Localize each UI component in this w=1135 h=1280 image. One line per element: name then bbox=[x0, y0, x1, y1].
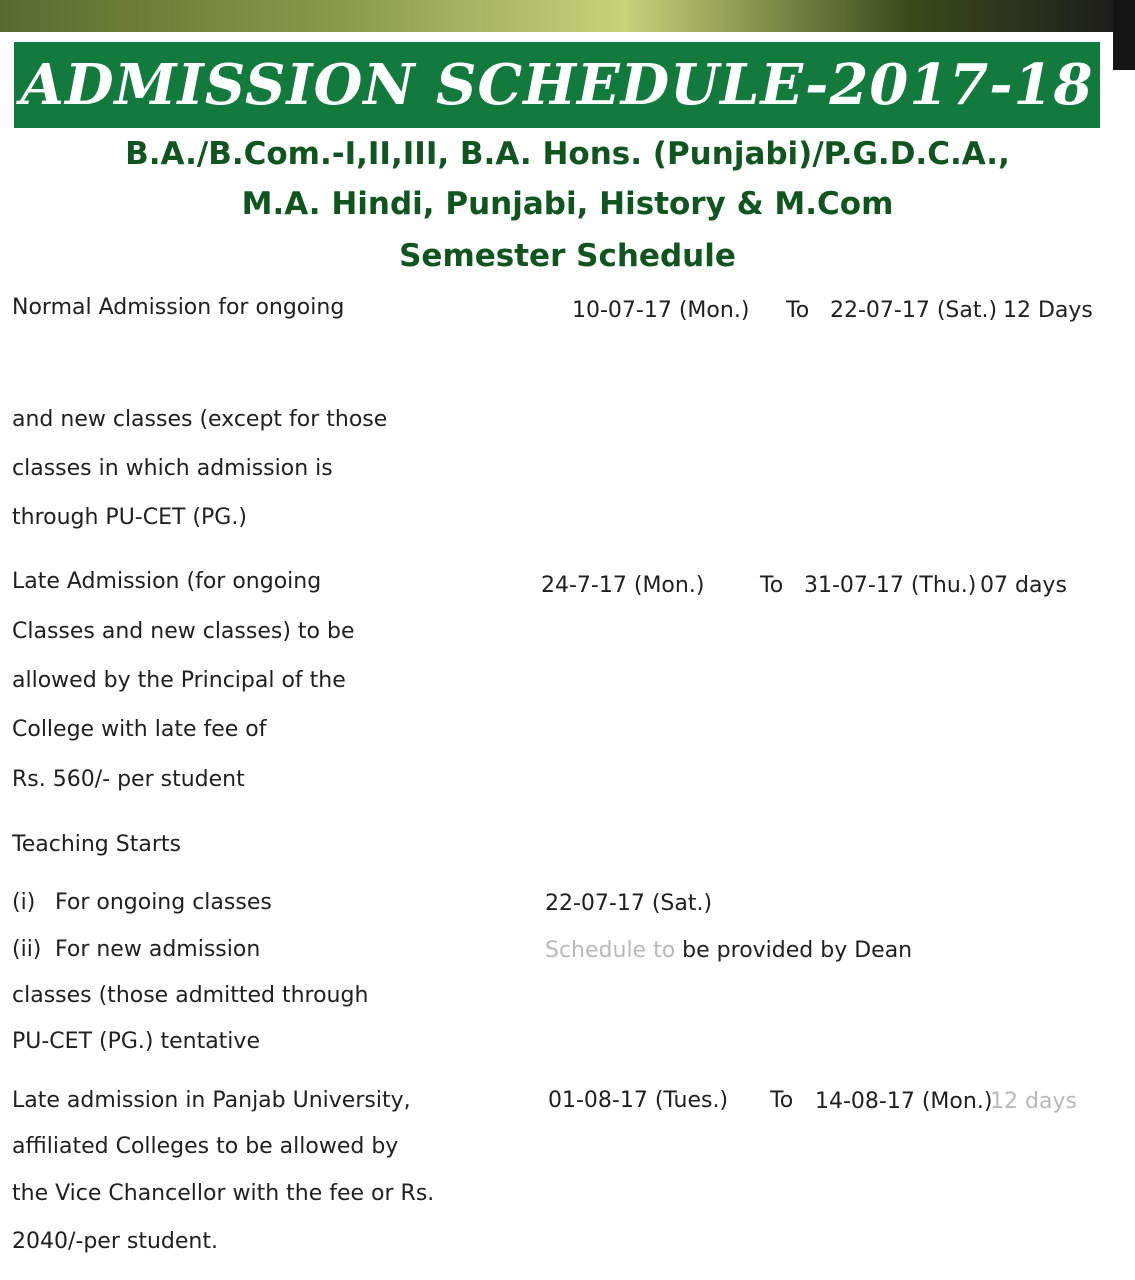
vc-admission-line-1: Late admission in Panjab University, bbox=[12, 1088, 411, 1113]
vc-admission-to-label: To bbox=[770, 1088, 794, 1113]
teaching-item-2-note-faded: Schedule to bbox=[545, 938, 676, 963]
page-title: ADMISSION SCHEDULE-2017-18 bbox=[20, 52, 1094, 118]
courses-line-1: B.A./B.Com.-I,II,III, B.A. Hons. (Punjabi)/P.G.D.C.A., bbox=[125, 136, 1010, 172]
late-admission-to-label: To bbox=[760, 573, 784, 598]
teaching-item-2-note bbox=[545, 937, 912, 965]
teaching-item-2-number: (ii) bbox=[12, 937, 42, 962]
top-background-strip bbox=[0, 0, 1135, 32]
teaching-item-1-label: For ongoing classes bbox=[55, 890, 272, 915]
late-admission-to: 31-07-17 (Thu.) bbox=[804, 573, 977, 598]
normal-admission-to: 22-07-17 (Sat.) bbox=[830, 298, 998, 323]
courses-line-2: M.A. Hindi, Punjabi, History & M.Com bbox=[241, 186, 894, 222]
normal-admission-line-3: classes in which admission is bbox=[12, 456, 333, 481]
dark-edge bbox=[1113, 0, 1135, 70]
late-admission-line-5: Rs. 560/- per student bbox=[12, 767, 245, 792]
schedule-subtitle: Semester Schedule bbox=[399, 238, 736, 274]
vc-admission-line-2: affiliated Colleges to be allowed by bbox=[12, 1134, 399, 1159]
teaching-starts-heading: Teaching Starts bbox=[12, 832, 181, 857]
late-admission-from: 24-7-17 (Mon.) bbox=[541, 573, 705, 598]
late-admission-line-2: Classes and new classes) to be bbox=[12, 619, 355, 644]
normal-admission-days: 12 Days bbox=[1003, 298, 1093, 323]
vc-admission-to: 14-08-17 (Mon.) bbox=[815, 1089, 993, 1114]
normal-admission-line-2: and new classes (except for those bbox=[12, 407, 388, 432]
normal-admission-line-4: through PU-CET (PG.) bbox=[12, 505, 247, 530]
normal-admission-line-1: Normal Admission for ongoing bbox=[12, 295, 345, 320]
normal-admission-to-label: To bbox=[786, 298, 810, 323]
vc-admission-from: 01-08-17 (Tues.) bbox=[548, 1088, 729, 1113]
late-admission-line-3: allowed by the Principal of the bbox=[12, 668, 346, 693]
normal-admission-from: 10-07-17 (Mon.) bbox=[572, 298, 750, 323]
late-admission-line-1: Late Admission (for ongoing bbox=[12, 569, 322, 594]
teaching-item-1-number: (i) bbox=[12, 890, 36, 915]
vc-admission-days: 12 days bbox=[990, 1089, 1077, 1114]
teaching-item-2-note-text: be provided by Dean bbox=[675, 938, 913, 963]
late-admission-line-4: College with late fee of bbox=[12, 717, 267, 742]
teaching-item-2-line-3: PU-CET (PG.) tentative bbox=[12, 1029, 260, 1054]
vc-admission-line-4: 2040/-per student. bbox=[12, 1229, 218, 1254]
vc-admission-line-3: the Vice Chancellor with the fee or Rs. bbox=[12, 1181, 435, 1206]
late-admission-days: 07 days bbox=[980, 573, 1067, 598]
teaching-item-2-line-2: classes (those admitted through bbox=[12, 983, 369, 1008]
teaching-item-1-date: 22-07-17 (Sat.) bbox=[545, 891, 713, 916]
teaching-item-2-label: For new admission bbox=[55, 937, 261, 962]
title-banner bbox=[14, 42, 1100, 128]
